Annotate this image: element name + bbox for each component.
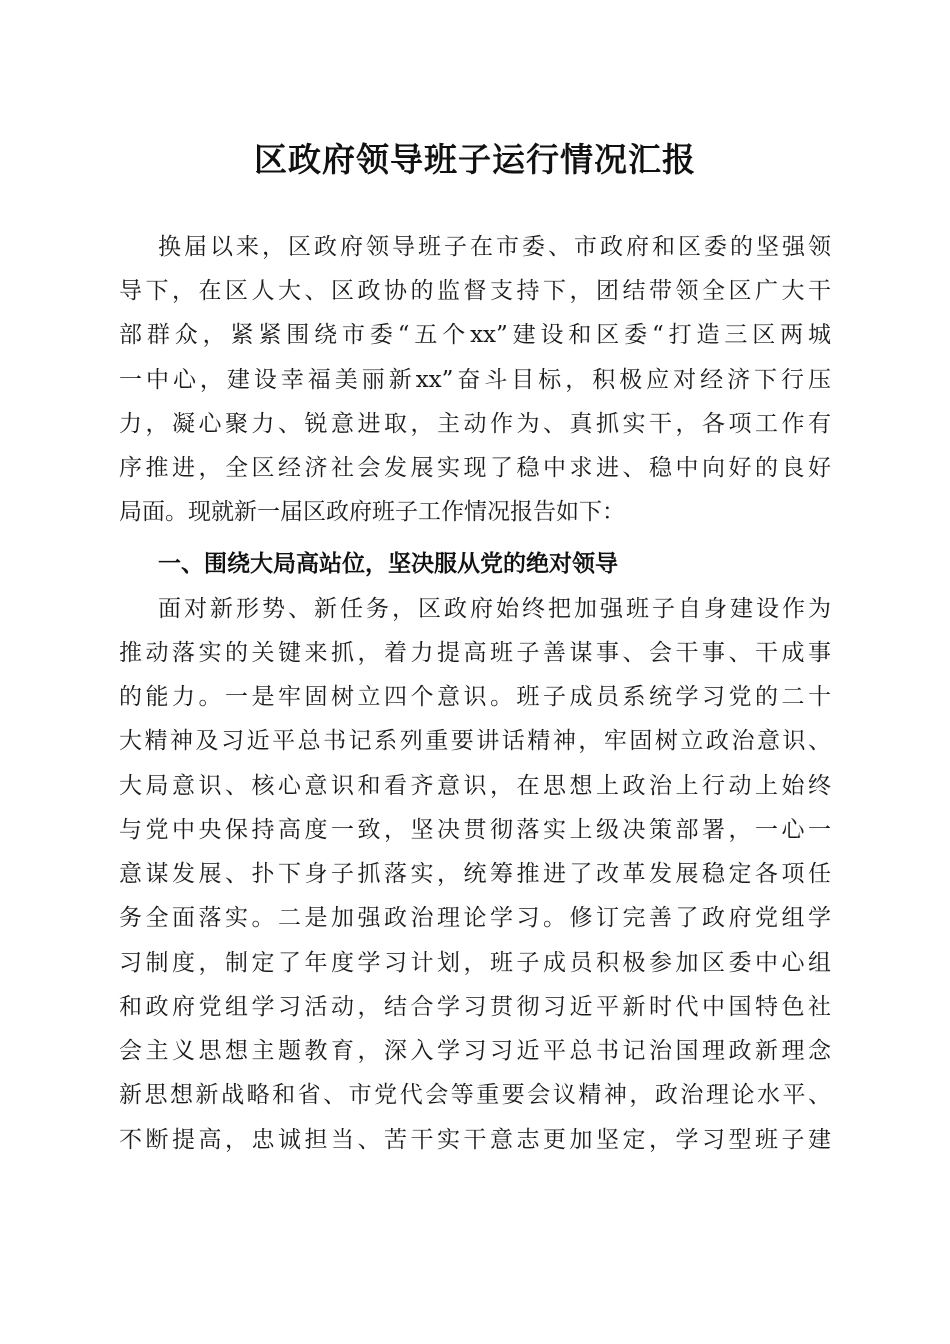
document-title: 区政府领导班子运行情况汇报 — [254, 140, 696, 179]
paragraph-line: 和政府党组学习活动，结合学习贯彻习近平新时代中国特色社 — [119, 994, 831, 1020]
paragraph-line: 大精神及习近平总书记系列重要讲话精神，牢固树立政治意识、 — [119, 728, 831, 754]
paragraph-line: 换届以来，区政府领导班子在市委、市政府和区委的坚强领 — [158, 234, 831, 260]
paragraph-line: 序推进，全区经济社会发展实现了稳中求进、稳中向好的良好 — [119, 455, 831, 481]
paragraph-line: 会主义思想主题教育，深入学习习近平总书记治国理政新理念 — [119, 1038, 831, 1064]
paragraph-line: 大局意识、核心意识和看齐意识，在思想上政治上行动上始终 — [119, 773, 831, 799]
paragraph-line: 局面。现就新一届区政府班子工作情况报告如下： — [119, 499, 625, 525]
paragraph-line: 一中心，建设幸福美丽新xx”奋斗目标，积极应对经济下行压 — [119, 367, 831, 393]
paragraph-line: 新思想新战略和省、市党代会等重要会议精神，政治理论水平、 — [119, 1082, 831, 1108]
paragraph-line: 与党中央保持高度一致，坚决贯彻落实上级决策部署，一心一 — [119, 817, 831, 843]
paragraph-line: 的能力。一是牢固树立四个意识。班子成员系统学习党的二十 — [119, 684, 831, 710]
paragraph-line: 力，凝心聚力、锐意进取，主动作为、真抓实干，各项工作有 — [119, 411, 831, 437]
paragraph-line: 务全面落实。二是加强政治理论学习。修订完善了政府党组学 — [119, 905, 831, 931]
paragraph-line: 意谋发展、扑下身子抓落实，统筹推进了改革发展稳定各项任 — [119, 861, 831, 887]
paragraph-line: 推动落实的关键来抓，着力提高班子善谋事、会干事、干成事 — [119, 640, 831, 666]
section-heading: 一、围绕大局高站位，坚决服从党的绝对领导 — [158, 551, 618, 577]
paragraph-line: 不断提高，忠诚担当、苦干实干意志更加坚定，学习型班子建 — [119, 1127, 831, 1153]
paragraph-line: 习制度，制定了年度学习计划，班子成员积极参加区委中心组 — [119, 950, 831, 976]
paragraph-line: 面对新形势、新任务，区政府始终把加强班子自身建设作为 — [158, 596, 831, 622]
paragraph-line: 部群众，紧紧围绕市委“五个xx”建设和区委“打造三区两城 — [119, 322, 831, 348]
paragraph-line: 导下，在区人大、区政协的监督支持下，团结带领全区广大干 — [119, 278, 831, 304]
